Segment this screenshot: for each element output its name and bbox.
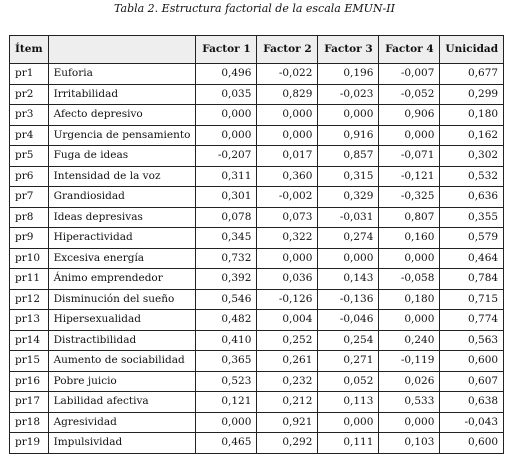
- factor-2-value: -0,022: [257, 64, 318, 85]
- factor-3-value: -0,136: [318, 289, 379, 310]
- factor-3-value: 0,000: [318, 105, 379, 126]
- item-name: Aumento de sociabilidad: [48, 351, 196, 372]
- item-name: Euforia: [48, 64, 196, 85]
- unicidad-value: 0,677: [440, 64, 504, 85]
- factor-2-value: 0,261: [257, 351, 318, 372]
- factor-2-value: 0,360: [257, 166, 318, 187]
- factor-2-value: 0,073: [257, 207, 318, 228]
- unicidad-value: 0,638: [440, 392, 504, 413]
- unicidad-value: 0,355: [440, 207, 504, 228]
- item-id: pr3: [10, 105, 49, 126]
- item-id: pr12: [10, 289, 49, 310]
- item-name: Ánimo emprendedor: [48, 269, 196, 290]
- factor-3-value: 0,916: [318, 125, 379, 146]
- factor-3-value: -0,031: [318, 207, 379, 228]
- item-name: Hiperactividad: [48, 228, 196, 249]
- item-id: pr2: [10, 84, 49, 105]
- factor-2-value: -0,002: [257, 187, 318, 208]
- factor-2-value: 0,292: [257, 433, 318, 454]
- factor-4-value: -0,052: [379, 84, 440, 105]
- item-name: Intensidad de la voz: [48, 166, 196, 187]
- factor-1-value: -0,207: [196, 146, 257, 167]
- factor-3-value: 0,254: [318, 330, 379, 351]
- unicidad-value: 0,636: [440, 187, 504, 208]
- item-id: pr15: [10, 351, 49, 372]
- unicidad-value: 0,774: [440, 310, 504, 331]
- table-row: [10, 310, 504, 331]
- unicidad-value: 0,600: [440, 351, 504, 372]
- factor-2-value: 0,004: [257, 310, 318, 331]
- factor-2-value: 0,000: [257, 248, 318, 269]
- item-id: pr6: [10, 166, 49, 187]
- factor-1-value: 0,410: [196, 330, 257, 351]
- factor-4-value: 0,000: [379, 412, 440, 433]
- item-name: Fuga de ideas: [48, 146, 196, 167]
- factor-4-value: 0,240: [379, 330, 440, 351]
- table-row: [10, 289, 504, 310]
- factor-1-value: 0,465: [196, 433, 257, 454]
- table-row: [10, 125, 504, 146]
- header-factor-1: Factor 1: [196, 36, 257, 64]
- table-row: [10, 269, 504, 290]
- factor-3-value: 0,196: [318, 64, 379, 85]
- table-row: [10, 248, 504, 269]
- factor-1-value: 0,523: [196, 371, 257, 392]
- factor-4-value: 0,026: [379, 371, 440, 392]
- factor-1-value: 0,496: [196, 64, 257, 85]
- item-id: pr17: [10, 392, 49, 413]
- unicidad-value: 0,563: [440, 330, 504, 351]
- factor-1-value: 0,301: [196, 187, 257, 208]
- factor-1-value: 0,345: [196, 228, 257, 249]
- factor-3-value: 0,271: [318, 351, 379, 372]
- factor-2-value: 0,232: [257, 371, 318, 392]
- table-row: [10, 166, 504, 187]
- table-row: [10, 412, 504, 433]
- item-id: pr10: [10, 248, 49, 269]
- factor-4-value: -0,119: [379, 351, 440, 372]
- item-name: Agresividad: [48, 412, 196, 433]
- header-factor-3: Factor 3: [318, 36, 379, 64]
- item-id: pr18: [10, 412, 49, 433]
- unicidad-value: 0,162: [440, 125, 504, 146]
- factor-4-value: 0,000: [379, 310, 440, 331]
- item-name: Excesiva energía: [48, 248, 196, 269]
- factor-4-value: 0,906: [379, 105, 440, 126]
- item-name: Pobre juicio: [48, 371, 196, 392]
- table-row: [10, 105, 504, 126]
- factor-4-value: 0,180: [379, 289, 440, 310]
- header-factor-4: Factor 4: [379, 36, 440, 64]
- factor-1-value: 0,546: [196, 289, 257, 310]
- header-row: [10, 36, 504, 64]
- factor-4-value: 0,807: [379, 207, 440, 228]
- item-id: pr14: [10, 330, 49, 351]
- factor-4-value: 0,000: [379, 125, 440, 146]
- header-unicidad: Unicidad: [440, 36, 504, 64]
- header-factor-2: Factor 2: [257, 36, 318, 64]
- factor-3-value: -0,046: [318, 310, 379, 331]
- item-id: pr8: [10, 207, 49, 228]
- factor-2-value: 0,212: [257, 392, 318, 413]
- factor-4-value: 0,103: [379, 433, 440, 454]
- unicidad-value: 0,715: [440, 289, 504, 310]
- table-row: [10, 228, 504, 249]
- unicidad-value: 0,600: [440, 433, 504, 454]
- factor-1-value: 0,078: [196, 207, 257, 228]
- factor-2-value: 0,017: [257, 146, 318, 167]
- factor-1-value: 0,365: [196, 351, 257, 372]
- item-id: pr11: [10, 269, 49, 290]
- factor-2-value: 0,829: [257, 84, 318, 105]
- factor-table: [9, 35, 504, 454]
- table-caption: Tabla 2. Estructura factorial de la escala EMUN-II: [114, 2, 395, 15]
- item-name: Ideas depresivas: [48, 207, 196, 228]
- item-name: Labilidad afectiva: [48, 392, 196, 413]
- item-name: Grandiosidad: [48, 187, 196, 208]
- table-row: [10, 207, 504, 228]
- factor-3-value: 0,000: [318, 412, 379, 433]
- item-name: Afecto depresivo: [48, 105, 196, 126]
- table-row: [10, 84, 504, 105]
- table-row: [10, 433, 504, 454]
- factor-4-value: 0,533: [379, 392, 440, 413]
- factor-2-value: 0,036: [257, 269, 318, 290]
- factor-3-value: 0,113: [318, 392, 379, 413]
- table-row: [10, 351, 504, 372]
- item-name: Distractibilidad: [48, 330, 196, 351]
- unicidad-value: 0,532: [440, 166, 504, 187]
- item-id: pr19: [10, 433, 49, 454]
- factor-3-value: 0,111: [318, 433, 379, 454]
- factor-1-value: 0,392: [196, 269, 257, 290]
- item-name: Urgencia de pensamiento: [48, 125, 196, 146]
- factor-3-value: 0,143: [318, 269, 379, 290]
- factor-3-value: 0,329: [318, 187, 379, 208]
- factor-2-value: 0,921: [257, 412, 318, 433]
- factor-4-value: 0,160: [379, 228, 440, 249]
- factor-1-value: 0,311: [196, 166, 257, 187]
- factor-2-value: 0,000: [257, 105, 318, 126]
- factor-3-value: 0,052: [318, 371, 379, 392]
- table-row: [10, 146, 504, 167]
- unicidad-value: 0,579: [440, 228, 504, 249]
- factor-1-value: 0,121: [196, 392, 257, 413]
- item-name: Hipersexualidad: [48, 310, 196, 331]
- factor-1-value: 0,000: [196, 125, 257, 146]
- factor-2-value: 0,252: [257, 330, 318, 351]
- factor-3-value: 0,857: [318, 146, 379, 167]
- factor-2-value: -0,126: [257, 289, 318, 310]
- factor-4-value: -0,007: [379, 64, 440, 85]
- item-id: pr5: [10, 146, 49, 167]
- item-id: pr9: [10, 228, 49, 249]
- table-row: [10, 330, 504, 351]
- unicidad-value: 0,464: [440, 248, 504, 269]
- factor-1-value: 0,732: [196, 248, 257, 269]
- unicidad-value: 0,302: [440, 146, 504, 167]
- factor-2-value: 0,322: [257, 228, 318, 249]
- factor-1-value: 0,482: [196, 310, 257, 331]
- factor-4-value: -0,058: [379, 269, 440, 290]
- factor-2-value: 0,000: [257, 125, 318, 146]
- factor-1-value: 0,000: [196, 105, 257, 126]
- item-name: Impulsividad: [48, 433, 196, 454]
- item-id: pr7: [10, 187, 49, 208]
- item-name: Irritabilidad: [48, 84, 196, 105]
- item-id: pr4: [10, 125, 49, 146]
- factor-4-value: -0,071: [379, 146, 440, 167]
- factor-4-value: -0,325: [379, 187, 440, 208]
- factor-3-value: -0,023: [318, 84, 379, 105]
- item-id: pr16: [10, 371, 49, 392]
- table-row: [10, 187, 504, 208]
- factor-1-value: 0,035: [196, 84, 257, 105]
- item-id: pr1: [10, 64, 49, 85]
- header-item: Ítem: [10, 36, 49, 64]
- factor-3-value: 0,000: [318, 248, 379, 269]
- factor-3-value: 0,315: [318, 166, 379, 187]
- item-name: Disminución del sueño: [48, 289, 196, 310]
- unicidad-value: 0,784: [440, 269, 504, 290]
- header-name: [48, 36, 196, 64]
- unicidad-value: 0,299: [440, 84, 504, 105]
- unicidad-value: 0,607: [440, 371, 504, 392]
- table-row: [10, 392, 504, 413]
- factor-1-value: 0,000: [196, 412, 257, 433]
- item-id: pr13: [10, 310, 49, 331]
- factor-4-value: 0,000: [379, 248, 440, 269]
- factor-4-value: -0,121: [379, 166, 440, 187]
- table-row: [10, 371, 504, 392]
- unicidad-value: 0,180: [440, 105, 504, 126]
- table-row: [10, 64, 504, 85]
- factor-3-value: 0,274: [318, 228, 379, 249]
- unicidad-value: -0,043: [440, 412, 504, 433]
